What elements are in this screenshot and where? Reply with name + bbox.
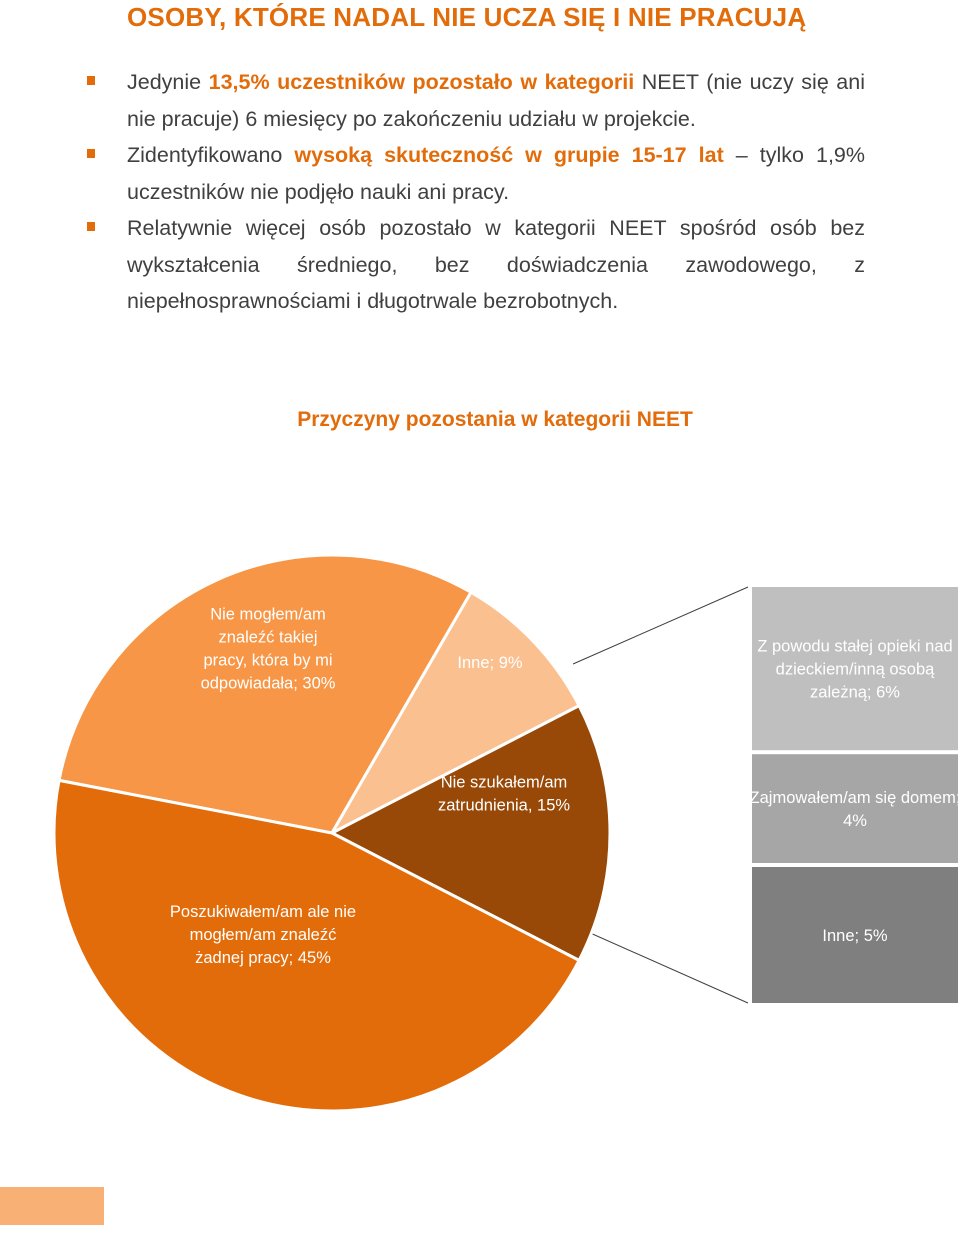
- chart-label-line: znaleźć takiej: [218, 628, 318, 647]
- chart-label-line: mogłem/am znaleźć: [189, 926, 337, 944]
- chart-label-line: zatrudnienia, 15%: [437, 796, 571, 815]
- chart-label-line: odpowiadała; 30%: [200, 674, 336, 693]
- breakdown-segment: [749, 754, 960, 863]
- connector-line: [573, 587, 748, 664]
- footer-accent-bar: [0, 1187, 104, 1225]
- chart-label-line: Zajmowałem/am się domem;: [749, 789, 960, 808]
- bullet-text: Zidentyfikowano: [127, 143, 295, 167]
- chart-title: Przyczyny pozostania w kategorii NEET: [297, 408, 693, 431]
- bullet-text: NEET (nie uczy się ani nie pracuje) 6 miesięcy po zakończeniu udziału w projekcie.: [127, 70, 865, 131]
- bullet-text: – tylko 1,9% uczestników nie podjęło nauki ani pracy.: [127, 143, 865, 204]
- chart-label-line: Inne; 9%: [457, 654, 523, 672]
- pie-slice-label: [170, 903, 356, 967]
- chart-label-line: Poszukiwałem/am ale nie: [169, 903, 357, 921]
- chart-label-line: Z powodu stałej opieki nad: [757, 637, 953, 656]
- chart-label-line: dzieckiem/inną osobą: [775, 660, 935, 679]
- chart-label-line: Inne; 5%: [822, 927, 888, 945]
- breakdown-segment-label: [822, 927, 887, 945]
- chart-label-line: żadnej pracy; 45%: [195, 949, 331, 967]
- chart-label-line: 4%: [843, 812, 867, 831]
- chart-label-line: Nie szukałem/am: [440, 773, 568, 792]
- bullet-text: Jedynie: [127, 70, 209, 94]
- chart-label-line: Nie mogłem/am: [210, 605, 326, 624]
- bullet-highlight: 13,5% uczestników pozostało w kategorii: [208, 70, 635, 94]
- bullet-highlight: wysoką skuteczność w grupie 15-17 lat: [294, 143, 724, 167]
- pie-slice-label: [457, 654, 522, 672]
- connector-line: [570, 924, 748, 1003]
- chart-label-line: zależną; 6%: [810, 683, 900, 702]
- bullet-text: Relatywnie więcej osób pozostało w kategorii NEET spośród osób bez wykształcenia średniego, bez doświadczenia zawodowego, z niepełnosprawnościami i długotrwale bezrobotnych.: [127, 216, 865, 313]
- page-heading: OSOBY, KTÓRE NADAL NIE UCZA SIĘ I NIE PRACUJĄ: [127, 2, 807, 32]
- chart-label-line: pracy, która by mi: [203, 651, 333, 670]
